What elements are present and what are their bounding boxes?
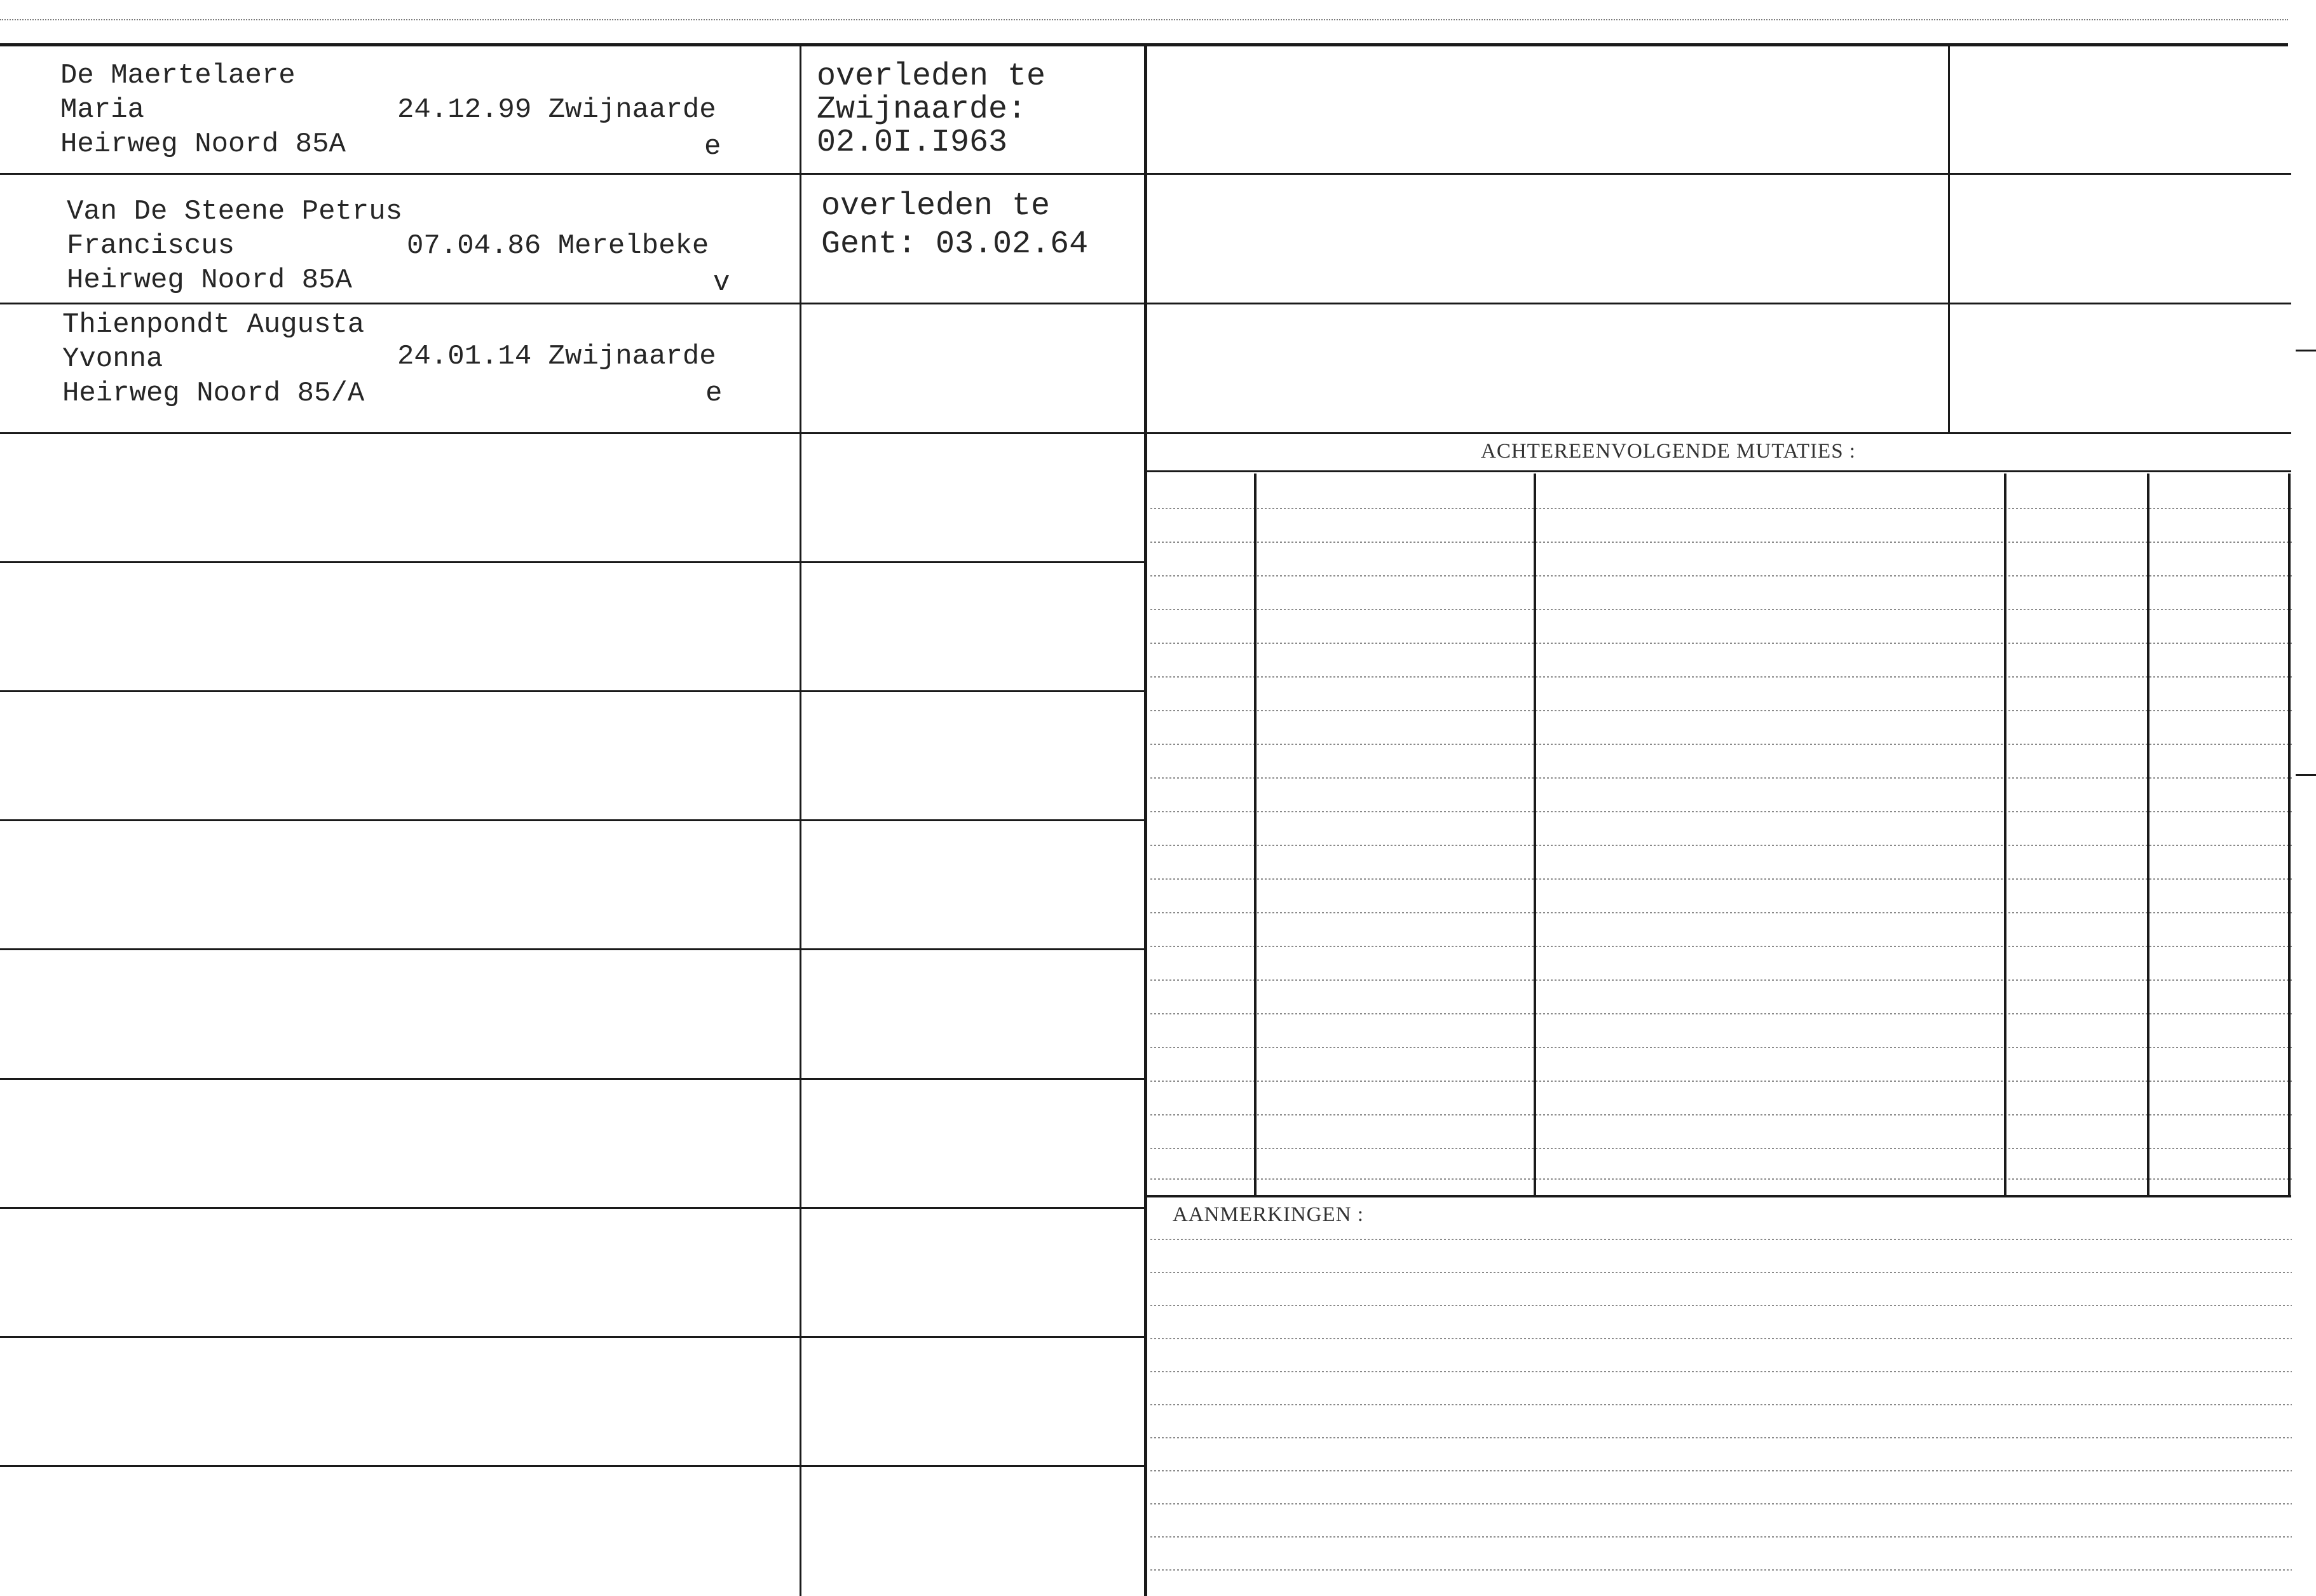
person-surname: Thienpondt Augusta (62, 309, 365, 341)
row-line (0, 1078, 1144, 1080)
death-note: overleden te (821, 188, 1051, 224)
aanmerkingen-ruling (1150, 1233, 2292, 1589)
birth-date-place: 24.12.99 Zwijnaarde (397, 94, 716, 126)
relation-code: e (704, 131, 721, 163)
aanmerkingen-title: AANMERKINGEN : (1173, 1203, 1364, 1226)
row-line (0, 819, 1144, 821)
address: Heirweg Noord 85A (67, 264, 352, 296)
row-line (0, 1207, 1144, 1209)
mutaties-bottom-rule (1147, 1195, 2291, 1197)
mutaties-grid-lines (1150, 474, 2292, 1195)
death-note: overleden te (817, 58, 1046, 95)
margin-tick (2296, 774, 2316, 776)
relation-code: e (705, 378, 723, 409)
address: Heirweg Noord 85A (60, 128, 346, 160)
mutaties-grid (1150, 474, 2292, 1195)
person-given-names: Maria (60, 94, 145, 126)
birth-date-place: 24.01.14 Zwijnaarde (397, 341, 716, 372)
row-line (0, 1465, 1144, 1467)
row-line (0, 1336, 1144, 1338)
person-surname: Van De Steene Petrus (67, 196, 403, 228)
birth-date-place: 07.04.86 Merelbeke (407, 230, 709, 262)
mutaties-top-rule (1147, 470, 2291, 472)
mutaties-title: ACHTEREENVOLGENDE MUTATIES : (1481, 440, 1856, 463)
death-date: 02.0I.I963 (817, 125, 1008, 161)
person-surname: De Maertelaere (60, 60, 296, 92)
aanmerkingen-lines (1150, 1233, 2292, 1589)
address: Heirweg Noord 85/A (62, 378, 365, 409)
row-line (0, 948, 1144, 950)
row-line (0, 173, 1144, 175)
row-line (0, 303, 1144, 304)
death-note: Zwijnaarde: (817, 92, 1027, 128)
divider-death-right (1144, 46, 1147, 1596)
row-line (0, 432, 1144, 434)
right-row-line (1147, 432, 2291, 434)
margin-tick (2296, 350, 2316, 351)
person-given-names: Franciscus (67, 230, 235, 262)
death-date: Gent: 03.02.64 (821, 226, 1089, 263)
relation-code: v (713, 267, 730, 299)
right-row-line (1147, 303, 2291, 304)
right-row-line (1147, 173, 2291, 175)
person-given-names: Yvonna (62, 343, 163, 375)
top-edge-trace (0, 19, 2288, 20)
row-line (0, 690, 1144, 692)
divider-right-upper (1948, 46, 1950, 432)
row-line (0, 561, 1144, 563)
